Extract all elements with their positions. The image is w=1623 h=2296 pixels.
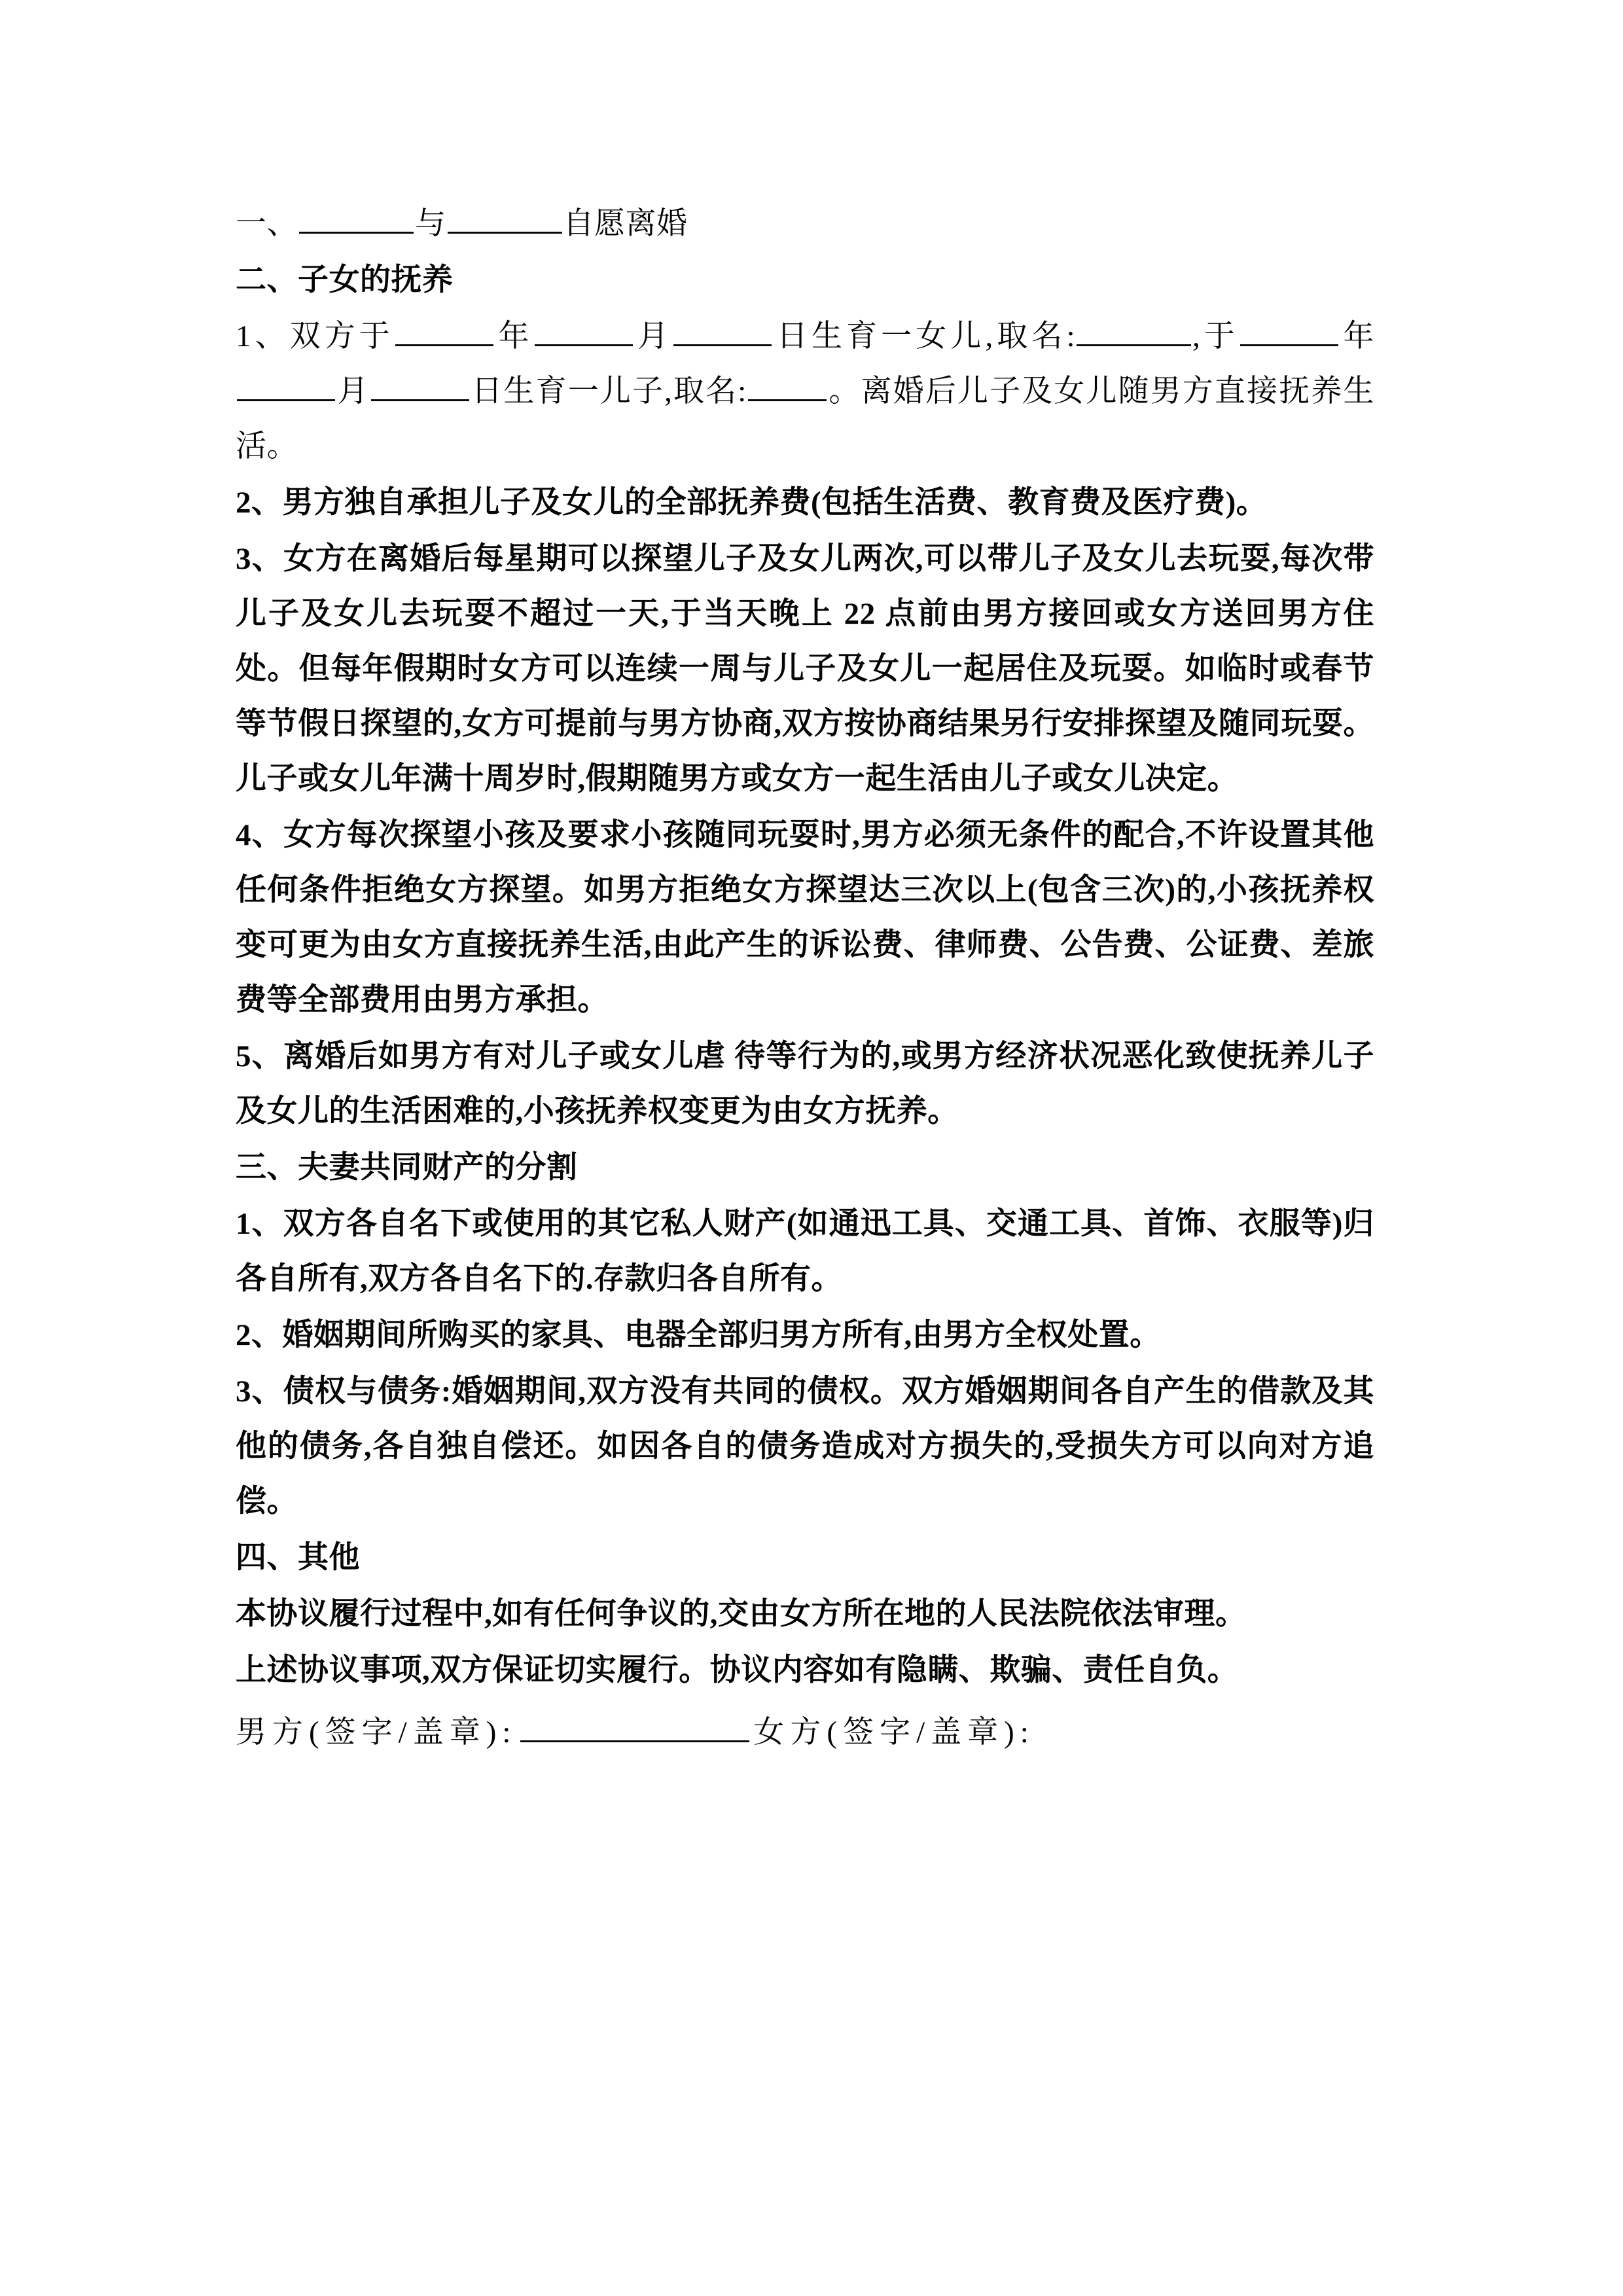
section-four-heading: 四、其他 [236,1541,360,1575]
line2-day: 日生育一儿子,取名: [470,374,747,408]
section-three-heading: 三、夫妻共同财产的分割 [236,1151,578,1185]
blank-daughter-name[interactable] [1077,314,1191,346]
item-3-3: 3、债权与债务:婚姻期间,双方没有共同的债权。双方婚姻期间各自产生的借款及其他的债务,各自独自偿还。如因各自的债务造成对方损失的,受损失方可以向对方追偿。 [236,1374,1374,1518]
document-body [236,196,1374,1761]
line2-year: 年 [1339,319,1375,353]
section-two-heading: 二、子女的抚养 [236,263,454,297]
blank-son-name[interactable] [748,369,827,401]
item-2-5: 5、离婚后如男方有对儿子或女儿虐 待等行为的,或男方经济状况恶化致使抚养儿子及女儿的生活困难的,小孩抚养权变更为由女方抚养。 [236,1039,1374,1128]
signature-line [236,1704,1374,1761]
line2-month: 月 [336,374,370,408]
blank-daughter-year[interactable] [395,314,493,346]
item-2-1-lead: 1、双方于 [236,319,394,353]
item-2-1-tail-comma: ,于 [1192,319,1239,353]
unit-month: 月 [633,319,673,353]
item-3-2: 2、婚姻期间所购买的家具、电器全部归男方所有,由男方全权处置。 [236,1318,1161,1352]
section-one-suffix: 自愿离婚 [563,207,688,241]
female-signature-label: 女方(签字/盖章): [753,1715,1035,1749]
male-signature-label: 男方(签字/盖章): [236,1715,517,1749]
blank-son-day[interactable] [371,369,469,401]
section-one-prefix: 一、 [236,207,298,241]
blank-daughter-month[interactable] [535,314,633,346]
item-4-1: 本协议履行过程中,如有任何争议的,交由女方所在地的人民法院依法审理。 [236,1597,1247,1631]
item-3-1: 1、双方各自名下或使用的其它私人财产(如通迅工具、交通工具、首饰、衣服等)归各自所有,双方各自名下的.存款归各自所有。 [236,1207,1374,1296]
blank-party-a[interactable] [299,202,414,234]
blank-son-year-lead[interactable] [1240,314,1338,346]
section-one-line [236,196,1374,251]
section-one-mid: 与 [415,207,446,241]
blank-daughter-day[interactable] [673,314,772,346]
unit-year: 年 [494,319,533,353]
unit-day: 日生育一女儿,取名: [773,319,1076,353]
item-2-3: 3、女方在离婚后每星期可以探望儿子及女儿两次,可以带儿子及女儿去玩耍,每次带儿子及女儿去玩耍不超过一天,于当天晚上 22 点前由男方接回或女方送回男方住处。但每年假期时女方可以连续一周与儿子及女儿一起居住及玩耍。如临时或春节等节假日探望的,女方可提前与男方协商,双方按协商结果另行安排探望及随同玩耍。儿子或女儿年满十周岁时,假期随男方或女方一起生活由儿子或女儿决定。 [236,542,1374,796]
blank-party-b[interactable] [448,202,562,234]
item-4-2: 上述协议事项,双方保证切实履行。协议内容如有隐瞒、欺骗、责任自负。 [236,1653,1239,1687]
male-signature-blank[interactable] [520,1712,749,1742]
line2-tail: 。离婚后儿子及女儿随男方直接抚养生活。 [236,374,1375,463]
item-2-4: 4、女方每次探望小孩及要求小孩随同玩耍时,男方必须无条件的配合,不许设置其他任何条件拒绝女方探望。如男方拒绝女方探望达三次以上(包含三次)的,小孩抚养权变可更为由女方直接抚养生活,由此产生的诉讼费、律师费、公告费、公证费、差旅费等全部费用由男方承担。 [236,818,1374,1017]
item-2-2: 2、男方独自承担儿子及女儿的全部抚养费(包括生活费、教育费及医疗费)。 [236,486,1268,520]
blank-son-month[interactable] [237,369,335,401]
item-2-1 [236,309,1374,474]
